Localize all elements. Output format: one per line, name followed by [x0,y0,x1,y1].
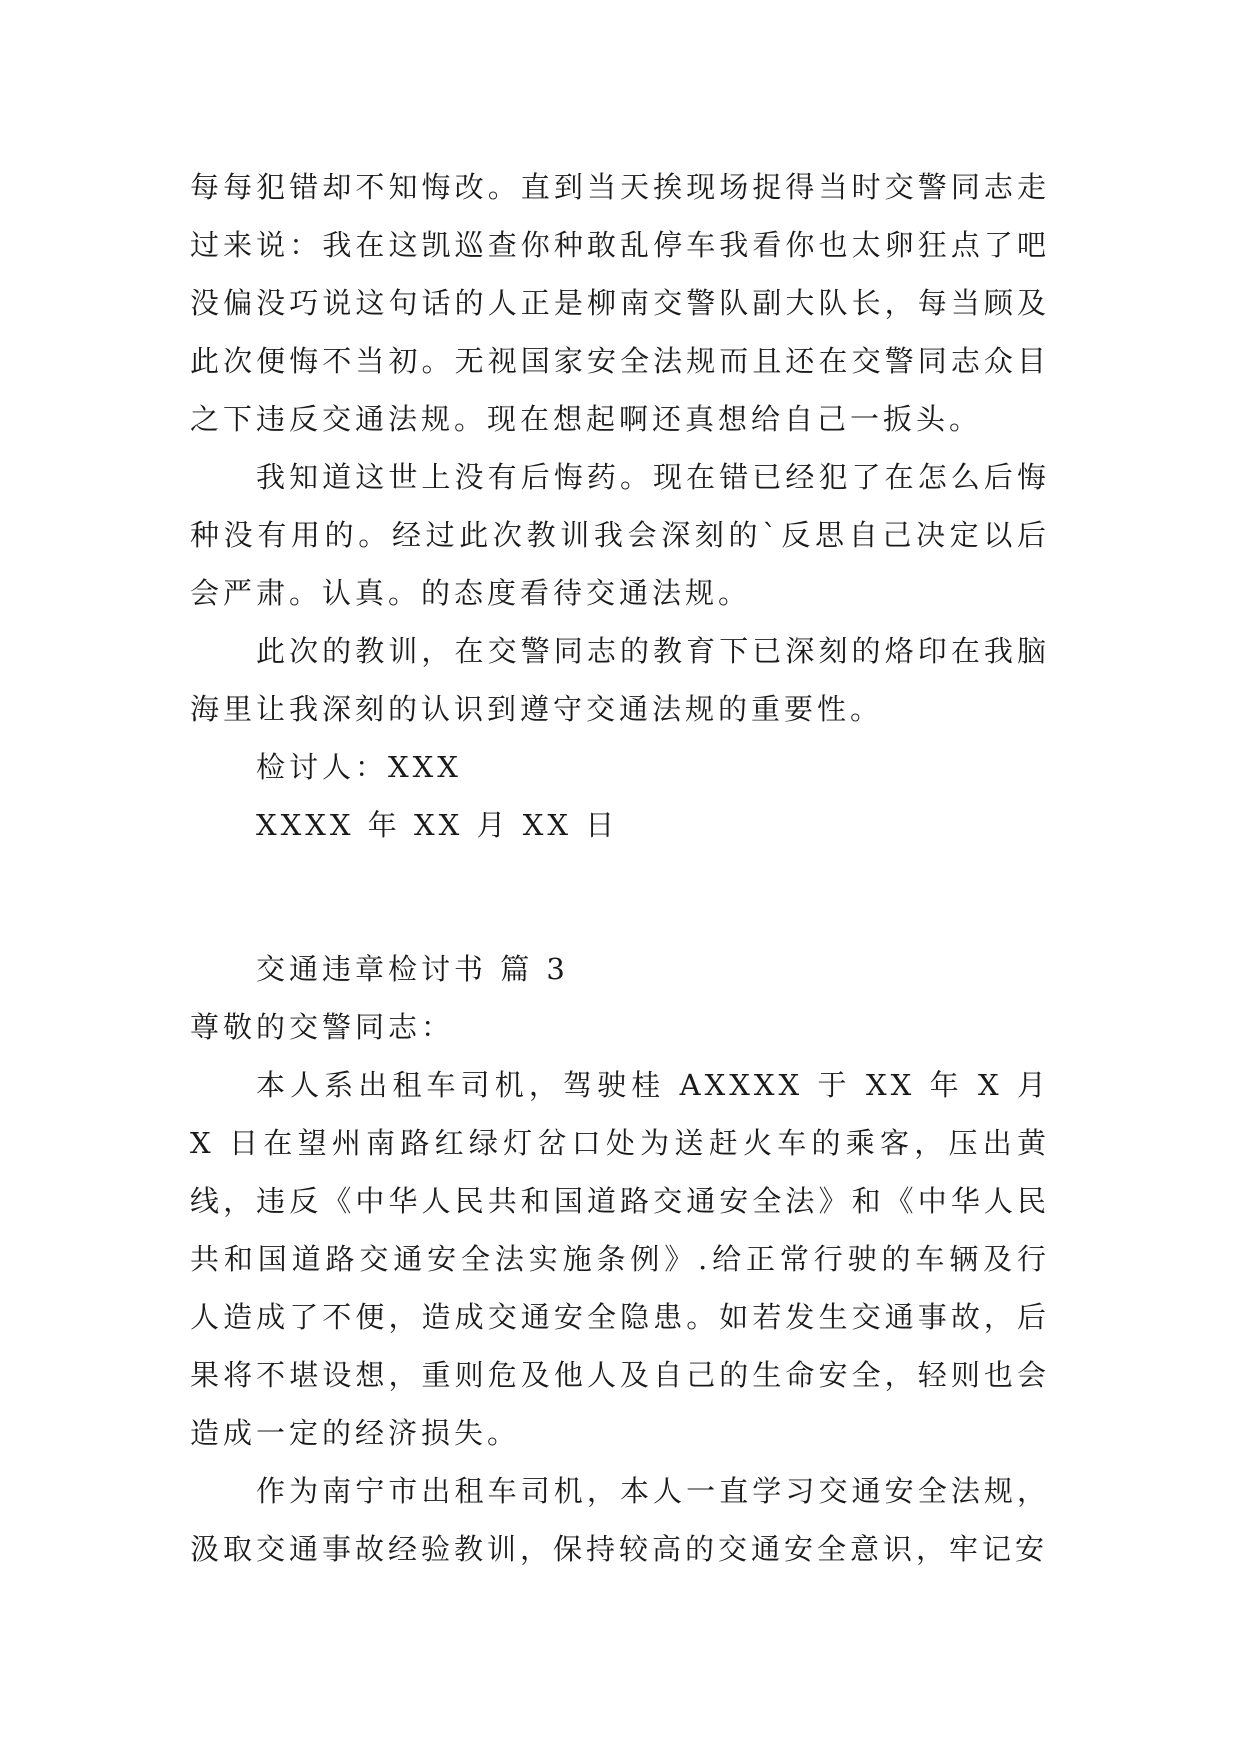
paragraph-continuation: 每每犯错却不知悔改。直到当天挨现场捉得当时交警同志走过来说：我在这凯巡查你种敢乱停车我看你也太卵狂点了吧没偏没巧说这句话的人正是柳南交警队副大队长，每当顾及此次便悔不当初。无视国家安全法规而且还在交警同志众目之下违反交通法规。现在想起啊还真想给自己一扳头。 [190,170,1050,436]
section-title: 交通违章检讨书 篇 3 [256,952,569,986]
signature-date: XXXX 年 XX 月 XX 日 [256,808,619,842]
document-body [190,158,1050,1578]
signature-reviewer: 检讨人：XXX [256,750,462,784]
paragraph-background: 作为南宁市出租车司机，本人一直学习交通安全法规，汲取交通事故经验教训，保持较高的交通安全意识，牢记安 [190,1474,1050,1566]
paragraph-regret: 我知道这世上没有后悔药。现在错已经犯了在怎么后悔种没有用的。经过此次教训我会深刻的`反思自己决定以后会严肃。认真。的态度看待交通法规。 [190,460,1050,610]
section-gap [190,854,1050,912]
salutation: 尊敬的交警同志： [190,1010,455,1044]
paragraph-incident: 本人系出租车司机，驾驶桂 AXXXX 于 XX 年 X 月 X 日在望州南路红绿灯岔口处为送赶火车的乘客，压出黄线，违反《中华人民共和国道路交通安全法》和《中华人民共和国道路交通安全法实施条例》.给正常行驶的车辆及行人造成了不便，造成交通安全隐患。如若发生交通事故，后果将不堪设想，重则危及他人及自己的生命安全，轻则也会造成一定的经济损失。 [190,1068,1050,1450]
paragraph-lesson: 此次的教训，在交警同志的教育下已深刻的烙印在我脑海里让我深刻的认识到遵守交通法规的重要性。 [190,634,1050,726]
